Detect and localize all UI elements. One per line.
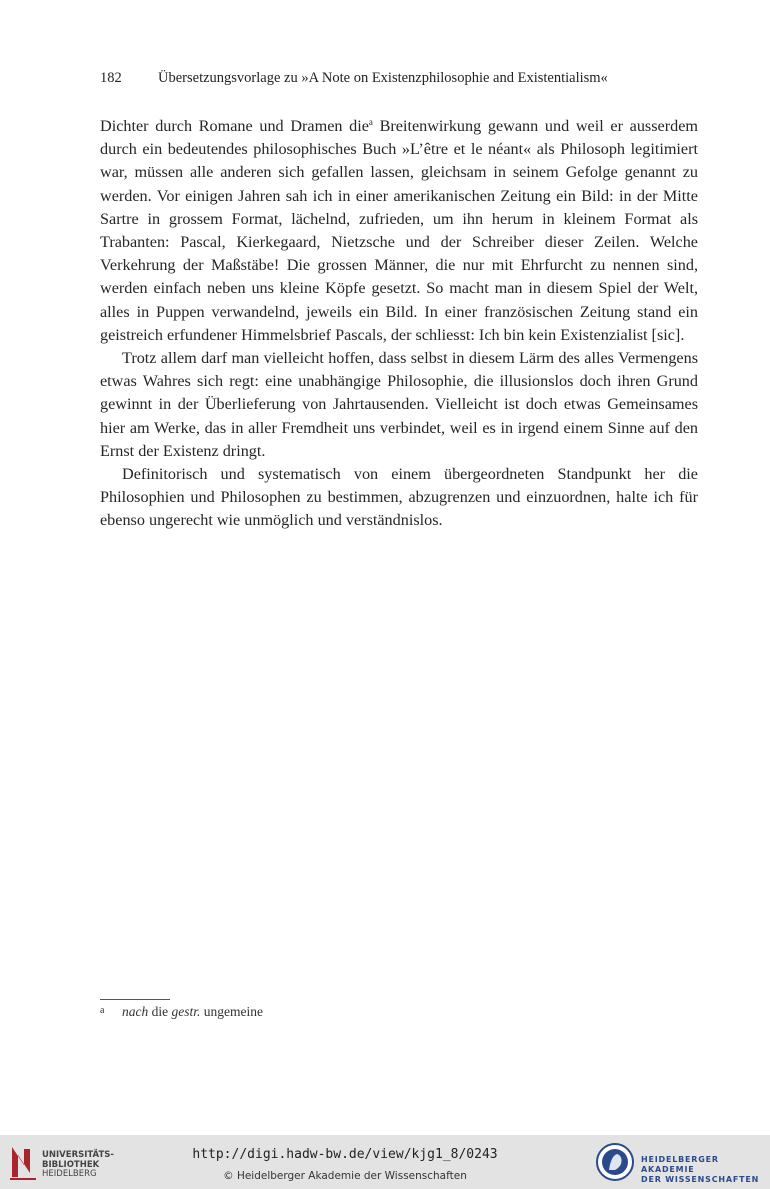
academy-seal-icon xyxy=(595,1142,635,1182)
hadw-logo[interactable] xyxy=(595,1142,765,1184)
paragraph-1-rest: Breitenwirkung gewann und weil er ausserdem durch ein bedeutendes philosophisches Buch »L’être et le néant« als Philosoph legitimiert war, müssen alle anderen sich gefallen lassen, gleichsam in seinem Gefolge genannt zu werden. Vor einigen Jahren sah ich in einer amerikanischen Zeitung ein Bild: in der Mitte Sartre in grossem Format, lächelnd, zufrieden, um ihn herum in kleinem Format als Trabanten: Pascal, Kierkegaard, Nietzsche und der Schreiber dieser Zeilen. Welche Verkehrung der Maßstäbe! Die grossen Männer, die nur mit Ehrfurcht zu nennen sind, werden einfach neben uns kleine Köpfe gesetzt. So macht man in diesem Spiel der Welt, alles in Puppen verwandelnd, jeweils ein Bild. In einer französischen Zeitung stand ein geistreich erfundener Himmelsbrief Pascals, der schliesst: Ich bin kein Existenzialist [sic]. xyxy=(100,117,698,344)
source-url-link[interactable]: http://digi.hadw-bw.de/view/kjg1_8/0243 xyxy=(192,1147,498,1162)
footnote-word-die: die xyxy=(148,1004,172,1019)
footer-bar xyxy=(0,1135,770,1189)
main-text xyxy=(100,115,698,533)
hadw-line-2: DER WISSENSCHAFTEN xyxy=(641,1175,760,1184)
footnote-reference: a xyxy=(368,117,373,127)
footnote-word-nach: nach xyxy=(122,1004,149,1019)
copyright-notice: © Heidelberger Akademie der Wissenschaften xyxy=(223,1170,467,1182)
footnote-mark: a xyxy=(100,1005,105,1016)
footnote-divider xyxy=(100,999,170,1000)
paragraph-1 xyxy=(100,115,698,347)
hadw-line-1: HEIDELBERGER AKADEMIE xyxy=(641,1155,719,1174)
footnote xyxy=(100,1004,263,1020)
ub-line-2: BIBLIOTHEK xyxy=(42,1159,100,1170)
page-number: 182 xyxy=(100,70,122,86)
footnote-word-gestr: gestr. xyxy=(171,1004,201,1019)
hadw-logo-text xyxy=(641,1155,765,1185)
running-head xyxy=(100,70,700,87)
paragraph-3: Definitorisch und systematisch von einem übergeordneten Standpunkt her die Philosophien und Philosophen zu bestimmen, abzugrenzen und einzuordnen, halte ich für ebenso ungerecht wie unmöglich und verständnislos. xyxy=(100,465,698,530)
ub-line-3: HEIDELBERG xyxy=(42,1169,97,1179)
footnote-word-ungemeine: ungemeine xyxy=(200,1004,263,1019)
paragraph-1-start: Dichter durch Romane und Dramen die xyxy=(100,117,369,135)
running-title: Übersetzungsvorlage zu »A Note on Existenzphilosophie and Existentialism« xyxy=(158,70,608,86)
ub-line-1: UNIVERSITÄTS- xyxy=(42,1150,114,1160)
paragraph-2: Trotz allem darf man vielleicht hoffen, dass selbst in diesem Lärm des alles Vermengens etwas Wahres sich regt: eine unabhängige Philosophie, die illusionslos doch ihren Grund gewinnt in der Überlieferung von Jahrtausenden. Vielleicht ist doch etwas Gemeinsames hier am Werke, das in aller Fremdheit uns verbindet, weil es in irgend einem Sinne auf den Ernst der Existenz dringt. xyxy=(100,349,698,460)
